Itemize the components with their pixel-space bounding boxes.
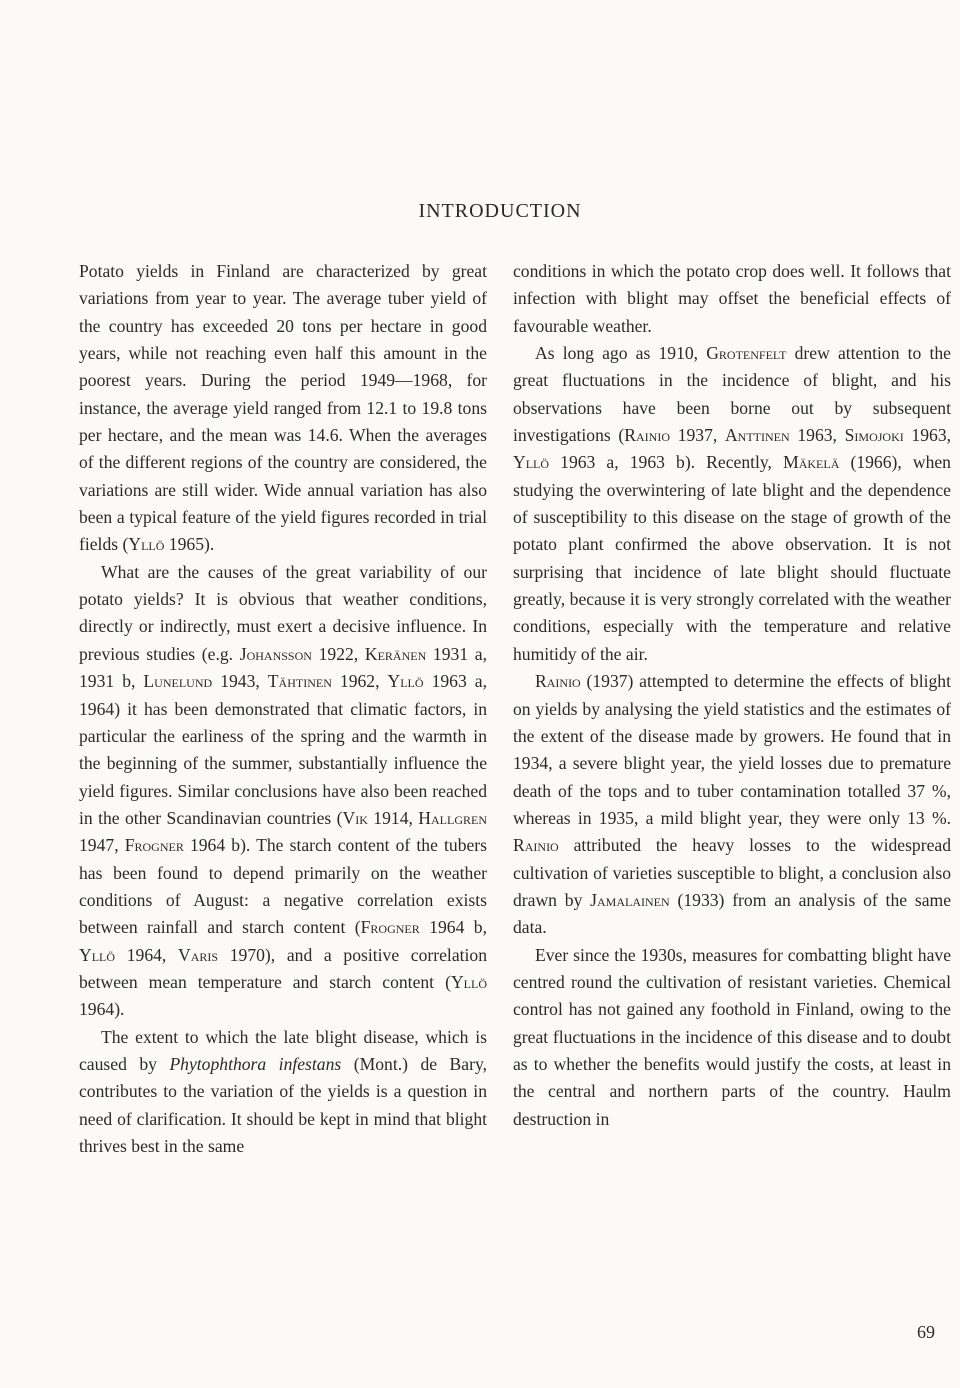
- author-citation: Rainio: [535, 671, 581, 692]
- author-citation: Yllö: [450, 971, 487, 992]
- author-citation: Mäkelä: [783, 452, 840, 473]
- author-citation: Hallgren: [418, 807, 487, 828]
- author-citation: Yllö: [128, 534, 165, 555]
- right-paragraph-2: As long ago as 1910, Grotenfelt drew attention to the great fluctuations in the incidence of blight, and his observations have been borne out by subsequent investigations (Rainio 1937, Anttinen 1963, Simojoki 1963, Yllö 1963 a, 1963 b). Recently, Mäkelä (1966), when studying the overwintering of late blight and the dependence of susceptibility to this disease on the stage of growth of the potato plant confirmed the above observation. It is not surprising that incidence of late blight should fluctuate greatly, because it is very strongly correlated with the weather conditions, especially with the temperature and relative humitidy of the air.: [513, 343, 952, 664]
- author-citation: Rainio: [624, 425, 671, 446]
- page-number: 69: [917, 1322, 935, 1342]
- author-citation: Frogner: [124, 835, 184, 856]
- author-citation: Jamalainen: [590, 889, 670, 910]
- left-paragraph-1: Potato yields in Finland are characterized by great variations from year to year. The average tuber yield of the country has exceeded 20 tons per hectare in good years, while not reaching even half this amount in the poorest years. During the period 1949—1968, for instance, the average yield ranged from 12.1 to 19.8 tons per hectare, and the mean was 14.6. When the averages of the different regions of the country are considered, the variations are still wider. Wide annual variation has also been a typical feature of the yield figures recorded in trial fields (Yllö 1965).: [79, 261, 487, 555]
- author-citation: Simojoki: [844, 425, 904, 446]
- left-column: [79, 258, 487, 1160]
- left-paragraph-2: What are the causes of the great variability of our potato yields? It is obvious that weather conditions, directly or indirectly, must exert a decisive influence. In previous studies (e.g. Johansson 1922, Keränen 1931 a, 1931 b, Lunelund 1943, Tähtinen 1962, Yllö 1963 a, 1964) it has been demonstrated that climatic factors, in particular the earliness of the spring and the warmth in the beginning of the summer, substantially influence the yield figures. Similar conclusions have also been reached in the other Scandinavian countries (Vik 1914, Hallgren 1947, Frogner 1964 b). The starch content of the tubers has been found to depend primarily on the weather conditions of August: a negative correlation exists between rainfall and starch content (Frogner 1964 b, Yllö 1964, Varis 1970), and a positive correlation between mean temperature and starch content (Yllö 1964).: [79, 561, 488, 1020]
- author-citation: Anttinen: [724, 425, 790, 446]
- right-paragraph-3: Rainio (1937) attempted to determine the effects of blight on yields by analysing the yield statistics and the estimates of the extent of the disease made by growers. He found that in 1934, a severe blight year, the yield losses due to premature death of the tops and to tuber contamination totalled 37 %, whereas in 1935, a mild blight year, they were only 13 %. Rainio attributed the heavy losses to the widespread cultivation of varieties susceptible to blight, a conclusion also drawn by Jamalainen (1933) from an analysis of the same data.: [513, 671, 951, 938]
- right-paragraph-1: conditions in which the potato crop does well. It follows that infection with blight may offset the beneficial effects of favourable weather.: [513, 261, 951, 336]
- right-column: [513, 258, 951, 1133]
- species-name: Phytophthora infestans: [169, 1053, 342, 1074]
- author-citation: Grotenfelt: [706, 343, 787, 364]
- author-citation: Tähtinen: [267, 671, 332, 692]
- author-citation: Vik: [342, 807, 368, 828]
- author-citation: Keränen: [364, 643, 427, 664]
- author-citation: Rainio: [513, 835, 559, 856]
- author-citation: Lunelund: [143, 671, 213, 692]
- page-title: INTRODUCTION: [418, 200, 582, 222]
- author-citation: Yllö: [79, 944, 116, 965]
- author-citation: Yllö: [513, 452, 550, 473]
- author-citation: Varis: [178, 944, 219, 965]
- left-paragraph-3: The extent to which the late blight disease, which is caused by Phytophthora infestans (Mont.) de Bary, contributes to the variation of the yields is a question in need of clarification. It should be kept in mind that blight thrives best in the same: [79, 1026, 488, 1156]
- right-paragraph-4: Ever since the 1930s, measures for combatting blight have centred round the cultivation of resistant varieties. Chemical control has not gained any foothold in Finland, owing to the great fluctuations in the incidence of this disease and to doubt as to whether the benefits would justify the costs, at least in the central and northern parts of the country. Haulm destruction in: [513, 944, 951, 1129]
- author-citation: Yllö: [387, 671, 424, 692]
- author-citation: Frogner: [360, 917, 420, 938]
- author-citation: Johansson: [239, 643, 312, 664]
